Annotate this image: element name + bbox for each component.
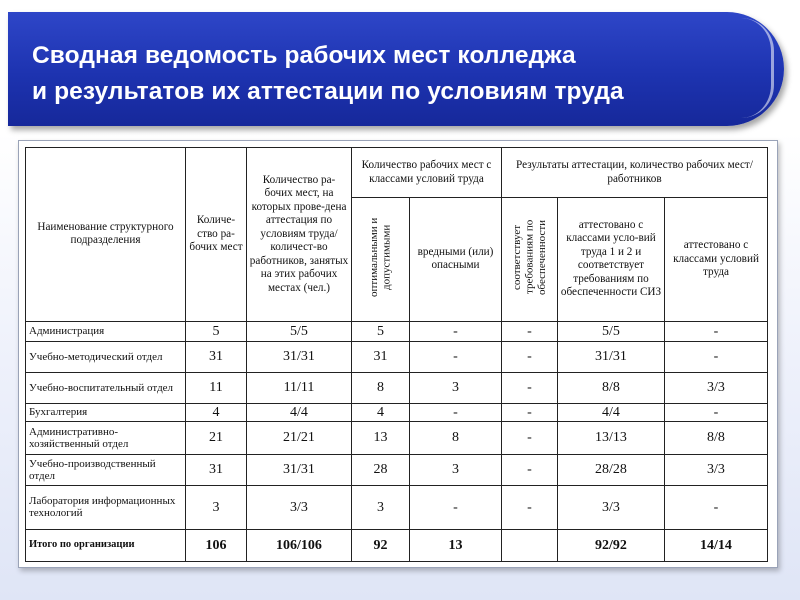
header-attested: Количество ра-бочих мест, на которых прове-дена аттестация по условиям труда/количест-во работников, занятых на этих рабочих местах (чел.) [247, 148, 352, 322]
table-row [26, 372, 768, 403]
cell-name: Бухгалтерия [26, 403, 186, 421]
table-row [26, 403, 768, 421]
cell-harmful: 3 [410, 372, 502, 403]
header-row-1 [26, 148, 768, 198]
cell-harmful: - [410, 321, 502, 341]
cell-count: 3 [186, 485, 247, 529]
cell-optimal: 31 [352, 341, 410, 372]
cell-count: 4 [186, 403, 247, 421]
attestation-table [25, 147, 768, 562]
slide-title [32, 38, 732, 110]
cell-class12: 28/28 [558, 454, 665, 485]
cell-optimal: 28 [352, 454, 410, 485]
header-results-group: Результаты аттестации, количество рабочих мест/работников [502, 148, 768, 198]
cell-class3: - [665, 341, 768, 372]
cell-name: Учебно-методический отдел [26, 341, 186, 372]
cell-name: Учебно-воспитательный отдел [26, 372, 186, 403]
cell-optimal: 4 [352, 403, 410, 421]
cell-class12: 8/8 [558, 372, 665, 403]
cell-attested: 21/21 [247, 421, 352, 454]
cell-class3: - [665, 485, 768, 529]
cell-attested: 11/11 [247, 372, 352, 403]
header-classes-group: Количество рабочих мест с классами условий труда [352, 148, 502, 198]
cell-class12: 3/3 [558, 485, 665, 529]
cell-harmful: - [410, 341, 502, 372]
header-class3: аттестовано с классами условий труда [665, 198, 768, 322]
cell-optimal: 5 [352, 321, 410, 341]
table-frame [18, 140, 778, 568]
cell-class12: 5/5 [558, 321, 665, 341]
cell-name: Лаборатория информационных технологий [26, 485, 186, 529]
cell-count: 11 [186, 372, 247, 403]
cell-name: Учебно-производственный отдел [26, 454, 186, 485]
cell-attested: 5/5 [247, 321, 352, 341]
cell-harmful: - [410, 485, 502, 529]
cell-count: 106 [186, 529, 247, 561]
cell-optimal: 92 [352, 529, 410, 561]
cell-class3: 14/14 [665, 529, 768, 561]
cell-harmful: 8 [410, 421, 502, 454]
cell-optimal: 8 [352, 372, 410, 403]
table-row [26, 485, 768, 529]
cell-count: 31 [186, 341, 247, 372]
title-banner [8, 12, 784, 126]
cell-ppe: - [502, 341, 558, 372]
cell-harmful: 13 [410, 529, 502, 561]
cell-ppe: - [502, 372, 558, 403]
cell-ppe [502, 529, 558, 561]
cell-class3: 3/3 [665, 372, 768, 403]
header-count: Количе-ство ра-бочих мест [186, 148, 247, 322]
cell-attested: 31/31 [247, 454, 352, 485]
cell-class12: 13/13 [558, 421, 665, 454]
cell-class12: 92/92 [558, 529, 665, 561]
slide-title-line-2: и результатов их аттестации по условиям труда [32, 78, 624, 105]
cell-name: Административно-хозяйственный отдел [26, 421, 186, 454]
cell-optimal: 3 [352, 485, 410, 529]
cell-class3: - [665, 321, 768, 341]
cell-class12: 31/31 [558, 341, 665, 372]
cell-attested: 3/3 [247, 485, 352, 529]
cell-ppe: - [502, 321, 558, 341]
cell-attested: 31/31 [247, 341, 352, 372]
header-class12: аттестовано с классами усло-вий труда 1 и 2 и соответствует требованиям по обеспеченности СИЗ [558, 198, 665, 322]
cell-ppe: - [502, 421, 558, 454]
cell-optimal: 13 [352, 421, 410, 454]
cell-harmful: - [410, 403, 502, 421]
cell-class3: 3/3 [665, 454, 768, 485]
table-row [26, 454, 768, 485]
total-row [26, 529, 768, 561]
cell-attested: 4/4 [247, 403, 352, 421]
cell-class12: 4/4 [558, 403, 665, 421]
header-harmful: вредными (или) опасными [410, 198, 502, 322]
cell-count: 31 [186, 454, 247, 485]
cell-attested: 106/106 [247, 529, 352, 561]
cell-count: 21 [186, 421, 247, 454]
table-row [26, 421, 768, 454]
table-row [26, 321, 768, 341]
table-row [26, 341, 768, 372]
cell-name: Итого по организации [26, 529, 186, 561]
cell-name: Администрация [26, 321, 186, 341]
cell-harmful: 3 [410, 454, 502, 485]
slide-title-line-1: Сводная ведомость рабочих мест колледжа [32, 42, 576, 69]
header-ppe: соответствует требованиям по обеспеченности [502, 198, 558, 322]
cell-class3: - [665, 403, 768, 421]
cell-class3: 8/8 [665, 421, 768, 454]
cell-ppe: - [502, 485, 558, 529]
cell-count: 5 [186, 321, 247, 341]
header-optimal: оптимальными и допустимыми [352, 198, 410, 322]
header-name: Наименование структурного подразделения [26, 148, 186, 322]
cell-ppe: - [502, 403, 558, 421]
cell-ppe: - [502, 454, 558, 485]
